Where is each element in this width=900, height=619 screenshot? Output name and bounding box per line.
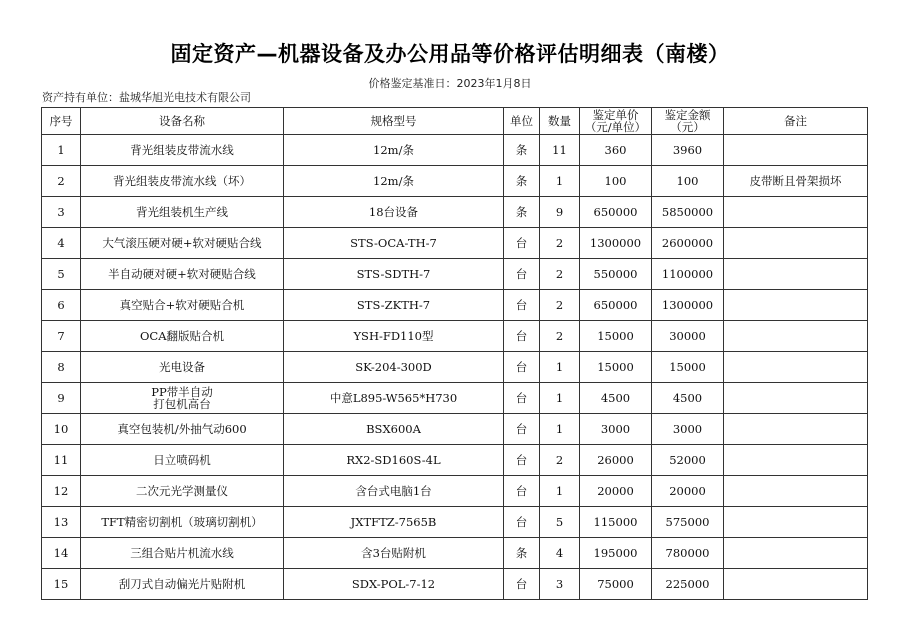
quantity: 1: [540, 414, 580, 445]
model-spec: BSX600A: [284, 414, 504, 445]
remark: [724, 135, 868, 166]
appraised-amount: 20000: [652, 476, 724, 507]
row-number: 7: [42, 321, 81, 352]
valuation-base-date: 价格鉴定基准日：2023年1月8日: [368, 77, 532, 90]
equipment-name: 日立喷码机: [81, 445, 284, 476]
unit-price: 20000: [580, 476, 652, 507]
table-row: [42, 476, 868, 507]
model-spec: SK-204-300D: [284, 352, 504, 383]
quantity: 4: [540, 538, 580, 569]
appraised-amount: 52000: [652, 445, 724, 476]
appraised-amount: 225000: [652, 569, 724, 600]
model-spec: 12m/条: [284, 135, 504, 166]
header-amount: 鉴定金额（元）: [652, 108, 724, 135]
unit: 台: [504, 259, 540, 290]
model-spec: 18台设备: [284, 197, 504, 228]
row-number: 9: [42, 383, 81, 414]
unit-price: 195000: [580, 538, 652, 569]
appraised-amount: 575000: [652, 507, 724, 538]
table-header-row: [42, 108, 868, 135]
valuation-table: [41, 107, 868, 600]
unit: 条: [504, 166, 540, 197]
unit-price: 550000: [580, 259, 652, 290]
unit-price: 360: [580, 135, 652, 166]
table-body: [42, 135, 868, 600]
asset-owner: 资产持有单位：盐城华旭光电技术有限公司: [42, 91, 251, 104]
table-row: [42, 352, 868, 383]
table-row: [42, 290, 868, 321]
table-row: [42, 414, 868, 445]
remark: [724, 538, 868, 569]
quantity: 1: [540, 383, 580, 414]
table-row: [42, 135, 868, 166]
model-spec: STS-SDTH-7: [284, 259, 504, 290]
header-unit: 单位: [504, 108, 540, 135]
model-spec: 中意L895-W565*H730: [284, 383, 504, 414]
unit-price: 1300000: [580, 228, 652, 259]
unit: 台: [504, 383, 540, 414]
header-model: 规格型号: [284, 108, 504, 135]
unit: 台: [504, 476, 540, 507]
model-spec: STS-ZKTH-7: [284, 290, 504, 321]
unit-price: 100: [580, 166, 652, 197]
unit-price: 4500: [580, 383, 652, 414]
unit: 条: [504, 135, 540, 166]
table-row: [42, 507, 868, 538]
remark: [724, 197, 868, 228]
equipment-name: 光电设备: [81, 352, 284, 383]
appraised-amount: 4500: [652, 383, 724, 414]
remark: [724, 228, 868, 259]
quantity: 2: [540, 321, 580, 352]
unit: 条: [504, 197, 540, 228]
appraised-amount: 1100000: [652, 259, 724, 290]
equipment-name: 大气滚压硬对硬+软对硬贴合线: [81, 228, 284, 259]
row-number: 6: [42, 290, 81, 321]
unit: 台: [504, 352, 540, 383]
header-unit-price: 鉴定单价（元/单位）: [580, 108, 652, 135]
equipment-name: 真空贴合+软对硬贴合机: [81, 290, 284, 321]
unit: 台: [504, 507, 540, 538]
header-name: 设备名称: [81, 108, 284, 135]
unit-price: 15000: [580, 321, 652, 352]
row-number: 12: [42, 476, 81, 507]
remark: 皮带断且骨架损坏: [724, 166, 868, 197]
header-qty: 数量: [540, 108, 580, 135]
remark: [724, 321, 868, 352]
equipment-name: PP带半自动 打包机高台: [81, 383, 284, 414]
unit: 台: [504, 445, 540, 476]
quantity: 1: [540, 476, 580, 507]
quantity: 3: [540, 569, 580, 600]
header-remark: 备注: [724, 108, 868, 135]
model-spec: RX2-SD160S-4L: [284, 445, 504, 476]
equipment-name: 背光组装机生产线: [81, 197, 284, 228]
equipment-name: 背光组装皮带流水线: [81, 135, 284, 166]
quantity: 11: [540, 135, 580, 166]
remark: [724, 352, 868, 383]
unit: 台: [504, 414, 540, 445]
quantity: 1: [540, 166, 580, 197]
row-number: 10: [42, 414, 81, 445]
remark: [724, 569, 868, 600]
row-number: 14: [42, 538, 81, 569]
quantity: 9: [540, 197, 580, 228]
appraised-amount: 5850000: [652, 197, 724, 228]
appraised-amount: 15000: [652, 352, 724, 383]
equipment-name: 刮刀式自动偏光片贴附机: [81, 569, 284, 600]
quantity: 2: [540, 290, 580, 321]
row-number: 2: [42, 166, 81, 197]
equipment-name: 背光组装皮带流水线（坏）: [81, 166, 284, 197]
unit-price: 15000: [580, 352, 652, 383]
quantity: 2: [540, 445, 580, 476]
row-number: 15: [42, 569, 81, 600]
equipment-name: 三组合贴片机流水线: [81, 538, 284, 569]
row-number: 1: [42, 135, 81, 166]
unit: 台: [504, 290, 540, 321]
equipment-name: 真空包装机/外抽气动600: [81, 414, 284, 445]
quantity: 2: [540, 259, 580, 290]
table-row: [42, 569, 868, 600]
model-spec: YSH-FD110型: [284, 321, 504, 352]
table-row: [42, 259, 868, 290]
model-spec: SDX-POL-7-12: [284, 569, 504, 600]
unit-price: 75000: [580, 569, 652, 600]
model-spec: STS-OCA-TH-7: [284, 228, 504, 259]
appraised-amount: 780000: [652, 538, 724, 569]
remark: [724, 445, 868, 476]
header-no: 序号: [42, 108, 81, 135]
equipment-name: 半自动硬对硬+软对硬贴合线: [81, 259, 284, 290]
model-spec: 含台式电脑1台: [284, 476, 504, 507]
equipment-name: TFT精密切割机（玻璃切割机）: [81, 507, 284, 538]
unit: 台: [504, 569, 540, 600]
table-row: [42, 166, 868, 197]
appraised-amount: 3960: [652, 135, 724, 166]
table-row: [42, 538, 868, 569]
row-number: 3: [42, 197, 81, 228]
remark: [724, 414, 868, 445]
document-title: 固定资产—机器设备及办公用品等价格评估明细表（南楼）: [170, 42, 730, 66]
quantity: 2: [540, 228, 580, 259]
unit-price: 115000: [580, 507, 652, 538]
unit: 台: [504, 321, 540, 352]
remark: [724, 259, 868, 290]
row-number: 13: [42, 507, 81, 538]
remark: [724, 290, 868, 321]
row-number: 11: [42, 445, 81, 476]
appraised-amount: 100: [652, 166, 724, 197]
table-row: [42, 383, 868, 414]
unit-price: 650000: [580, 290, 652, 321]
equipment-name: 二次元光学测量仪: [81, 476, 284, 507]
row-number: 8: [42, 352, 81, 383]
unit: 条: [504, 538, 540, 569]
model-spec: JXTFTZ-7565B: [284, 507, 504, 538]
unit-price: 26000: [580, 445, 652, 476]
appraised-amount: 30000: [652, 321, 724, 352]
unit-price: 3000: [580, 414, 652, 445]
table-row: [42, 321, 868, 352]
remark: [724, 507, 868, 538]
appraised-amount: 3000: [652, 414, 724, 445]
model-spec: 12m/条: [284, 166, 504, 197]
table-row: [42, 228, 868, 259]
table-row: [42, 197, 868, 228]
quantity: 1: [540, 352, 580, 383]
appraised-amount: 2600000: [652, 228, 724, 259]
remark: [724, 383, 868, 414]
unit-price: 650000: [580, 197, 652, 228]
row-number: 5: [42, 259, 81, 290]
table-row: [42, 445, 868, 476]
model-spec: 含3台贴附机: [284, 538, 504, 569]
remark: [724, 476, 868, 507]
appraised-amount: 1300000: [652, 290, 724, 321]
equipment-name: OCA翻版贴合机: [81, 321, 284, 352]
quantity: 5: [540, 507, 580, 538]
row-number: 4: [42, 228, 81, 259]
unit: 台: [504, 228, 540, 259]
